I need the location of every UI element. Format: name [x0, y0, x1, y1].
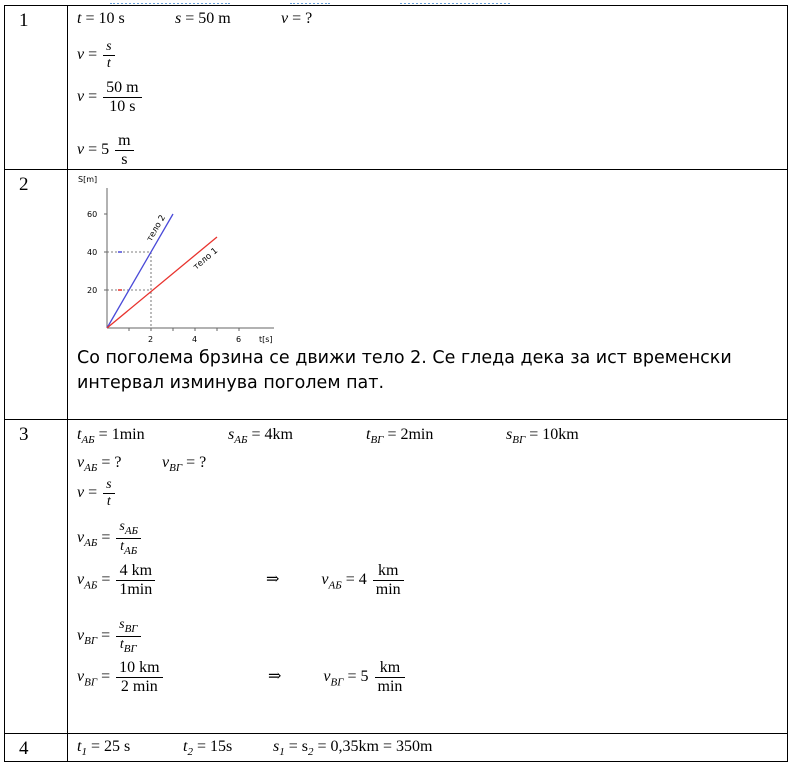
- calc-v-ab: $v_{АБ}$ = $\frac{4 km}{1\min}$: [77, 563, 157, 598]
- implies-arrow: ⇒: [266, 571, 280, 589]
- solutions-table: [4, 5, 788, 762]
- y-tick-label: 60: [87, 210, 98, 219]
- table-row: [5, 420, 788, 734]
- table-row: [5, 734, 788, 762]
- given-t1: $t_1 = 25$ s: [77, 738, 131, 759]
- row-number: 4: [5, 734, 68, 762]
- x-tick-label: 6: [236, 335, 242, 344]
- given-distance: s = 50 m: [175, 10, 231, 27]
- line-body-1-label: тело 1: [191, 246, 221, 273]
- row-content: [68, 170, 788, 420]
- y-axis-label: S[m]: [78, 175, 98, 184]
- unknown-v-ab: $v_{АБ}$ = ?: [77, 454, 122, 475]
- y-tick-label: 20: [87, 286, 98, 295]
- result-v-vg: ⇒ $v_{ВГ} = 5$ $\frac{km}{\min}$: [268, 660, 407, 695]
- given-t-vg: $t_{ВГ} = 2\min$: [366, 426, 434, 447]
- x-axis-label: t[s]: [259, 335, 273, 344]
- given-t2: $t_2 = 15s$: [183, 738, 233, 759]
- line-body-1: [107, 237, 217, 328]
- answer-paragraph: Со поголема брзина се движи тело 2. Се гледа дека за ист временски интервал изминува поголем пат.: [77, 348, 732, 393]
- formula-velocity: v = $\frac{s}{t}$: [77, 478, 117, 509]
- row-content: [68, 420, 788, 734]
- given-time: t = 10 s: [77, 10, 125, 27]
- given-s-vg: $s_{ВГ} = 10km$: [506, 426, 579, 447]
- result: v = 5 $\frac{m}{s}$: [77, 133, 136, 168]
- row-number: 1: [5, 6, 68, 170]
- step-denominator: 10 s: [109, 98, 136, 115]
- formula-denominator: t: [106, 56, 111, 71]
- row-number: 3: [5, 420, 68, 734]
- given-s-ab: $s_{АБ} = 4km$: [228, 426, 293, 447]
- implies-arrow: ⇒: [268, 668, 282, 686]
- x-tick-label: 2: [148, 335, 154, 344]
- formula-velocity: v = $\frac{s}{t}$: [77, 40, 117, 71]
- row-content: [68, 6, 788, 170]
- formula-numerator: s: [103, 40, 114, 56]
- step-numerator: 50 m: [103, 80, 141, 98]
- unknown-v-vg: $v_{ВГ}$ = ?: [162, 454, 207, 475]
- table-row: [5, 6, 788, 170]
- result-numerator: m: [115, 133, 133, 151]
- row-number: 2: [5, 170, 68, 420]
- top-border-decoration: [0, 0, 792, 4]
- distance-time-graph: [74, 170, 284, 345]
- line-body-2-label: тело 2: [144, 213, 169, 244]
- result-denominator: s: [121, 151, 128, 168]
- given-unknown: v = ?: [281, 10, 313, 27]
- result-v-ab: ⇒ $v_{АБ} = 4$ $\frac{km}{\min}$: [266, 563, 406, 598]
- formula-v-ab: $v_{АБ}$ = $\frac{s_{АБ}}{t_{АБ}}$: [77, 520, 143, 557]
- given-t-ab: $t_{АБ} = 1\min$: [77, 426, 145, 447]
- x-tick-label: 4: [192, 335, 198, 344]
- row-content: [68, 734, 788, 762]
- table-row: [5, 170, 788, 420]
- formula-v-vg: $v_{ВГ}$ = $\frac{s_{ВГ}}{t_{ВГ}}$: [77, 618, 143, 655]
- calculation-step: v = $\frac{50 m}{10 s}$: [77, 80, 144, 115]
- line-body-2: [107, 214, 173, 328]
- y-tick-label: 40: [87, 248, 98, 257]
- given-s1-s2: $s_1 = s_2 = 0,35km = 350m$: [273, 738, 433, 759]
- calc-v-vg: $v_{ВГ}$ = $\frac{10 km}{2 \min}$: [77, 660, 165, 695]
